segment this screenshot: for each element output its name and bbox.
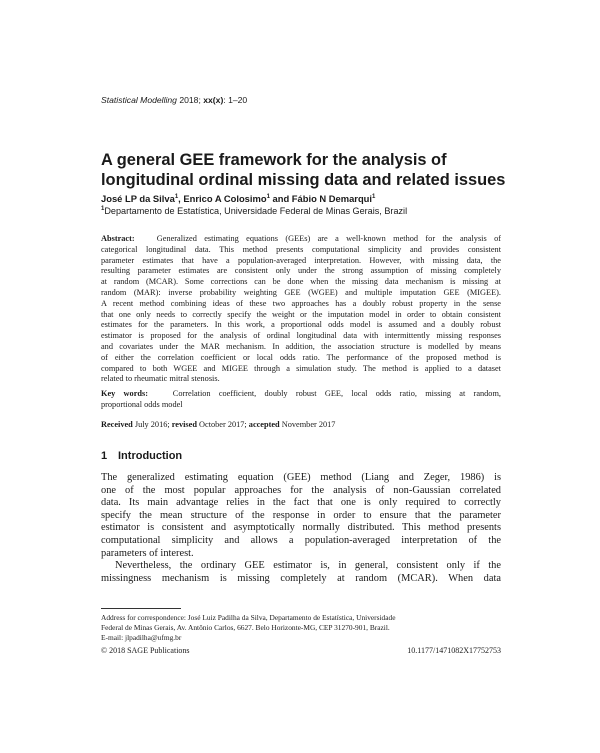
accepted-date: November 2017 bbox=[279, 420, 336, 429]
keywords-line: Key words: Correlation coefficient, doubly robust GEE, local odds ratio, missing at random, bbox=[101, 389, 501, 398]
footnote-line: Federal de Minas Gerais, Av. Antônio Carlos, 6627. Belo Horizonte-MG, CEP 31270-901, Brazil. bbox=[101, 623, 390, 632]
affiliation-marker: 1 bbox=[266, 194, 270, 200]
section-heading bbox=[101, 450, 182, 462]
body-line: Nevertheless, the ordinary GEE estimator is, in general, consistent only if the bbox=[115, 560, 501, 572]
abstract-line: Abstract: Generalized estimating equations (GEEs) are a well-known method for the analysis of bbox=[101, 234, 501, 243]
received-date: July 2016; bbox=[132, 420, 172, 429]
accepted-label: accepted bbox=[248, 420, 280, 429]
journal-name: Statistical Modelling bbox=[101, 95, 177, 105]
affiliation-marker: 1 bbox=[174, 194, 179, 200]
journal-pages: : 1–20 bbox=[223, 95, 248, 105]
body-line: parameters of interest. bbox=[101, 547, 194, 559]
abstract-line: estimator is proposed for the analysis of ordinal longitudinal data with intermittently missing responses bbox=[101, 331, 501, 341]
author-separator: , bbox=[178, 193, 184, 204]
affiliation bbox=[101, 206, 407, 216]
body-line: one of the most popular approaches for the analysis of non-Gaussian correlated bbox=[101, 484, 501, 496]
body-line: data. Its main advantage relies in the fact that one is only required to correctly bbox=[101, 497, 501, 509]
author-separator: and bbox=[269, 193, 292, 204]
paper-title-line-2: longitudinal ordinal missing data and related issues bbox=[101, 171, 506, 189]
affiliation-marker: 1 bbox=[372, 194, 376, 200]
footnote-email: E-mail: jlpadilha@ufmg.br bbox=[101, 633, 182, 642]
correspondence-footnote bbox=[101, 613, 501, 643]
section-title: Introduction bbox=[118, 450, 183, 462]
section-number: 1 bbox=[101, 450, 108, 462]
keywords-label: Key words: bbox=[101, 389, 148, 398]
journal-year: 2018; bbox=[179, 95, 201, 105]
publication-history bbox=[101, 420, 335, 429]
footnote-rule bbox=[101, 608, 181, 609]
abstract-line: of either the correlation coefficient or local odds ratio. The performance of the proposed method is bbox=[101, 352, 501, 362]
abstract-line: estimates for the parameters. In this work, a proportional odds model is assumed and a doubly robust bbox=[101, 320, 501, 330]
keywords bbox=[101, 389, 501, 411]
affiliation-marker: 1 bbox=[101, 206, 105, 212]
affiliation-text: Departamento de Estatística, Universidade Federal de Minas Gerais, Brazil bbox=[104, 206, 408, 216]
revised-label: revised bbox=[171, 420, 197, 429]
abstract-line: that one only needs to correctly specify the weight or the imputation model in order to obtain consistent bbox=[101, 309, 501, 319]
body-line: The generalized estimating equation (GEE) method (Liang and Zeger, 1986) is bbox=[101, 472, 501, 483]
author-1: José LP da Silva bbox=[101, 193, 175, 204]
author-3: Fábio N Demarqui bbox=[291, 193, 373, 204]
abstract-line: compared to both WGEE and MIGEE through a simulation study. The method is applied to a dataset bbox=[101, 363, 501, 373]
abstract-line: A recent method combining ideas of these two approaches has a doubly robust property in the sense bbox=[101, 298, 501, 308]
copyright: © 2018 SAGE Publications bbox=[101, 646, 190, 655]
journal-volume: xx(x) bbox=[203, 95, 224, 105]
journal-header bbox=[101, 95, 247, 105]
paper-title-line-1: A general GEE framework for the analysis of bbox=[101, 151, 447, 169]
body-line: missingness mechanism is missing completely at random (MCAR). When data bbox=[101, 572, 501, 584]
body-text bbox=[101, 472, 501, 585]
keywords-line: proportional odds model bbox=[101, 399, 183, 409]
abstract-line: related to rheumatic mitral stenosis. bbox=[101, 374, 220, 384]
abstract-line: resulting parameter estimates are consistent only under the strong assumption of missing completely bbox=[101, 266, 501, 276]
abstract-label: Abstract: bbox=[101, 234, 135, 243]
body-line: specify the mean structure of the response in order to ensure that the parameter bbox=[101, 509, 501, 521]
revised-date: October 2017; bbox=[196, 420, 249, 429]
abstract-line: categorical longitudinal data. This method presents computational simplicity and provides consistent bbox=[101, 244, 501, 254]
author-2: Enrico A Colosimo bbox=[183, 193, 267, 204]
author-list bbox=[101, 193, 375, 204]
body-line: estimator is consistent and asymptotically normally distributed. This method presents bbox=[101, 522, 501, 534]
paper-title bbox=[101, 150, 521, 190]
abstract-line: at random (MCAR). Some corrections can be done when the missing data mechanism is missing at bbox=[101, 277, 501, 287]
abstract bbox=[101, 234, 501, 385]
doi: 10.1177/1471082X17752753 bbox=[407, 646, 501, 655]
abstract-line: random (MAR): inverse probability weighting GEE (WGEE) and multiple imputation GEE (MIGEE). bbox=[101, 287, 501, 297]
footnote-line: Address for correspondence: José Luiz Padilha da Silva, Departamento de Estatística, Universidade bbox=[101, 613, 396, 622]
abstract-line: and covariates under the MAR mechanism. In addition, the association structure is modelled by means bbox=[101, 341, 501, 351]
body-line: computational simplicity and allows a population-averaged interpretation of the bbox=[101, 534, 501, 546]
abstract-line: parameter estimates that have a population-averaged interpretation. However, with missing data, the bbox=[101, 255, 501, 265]
received-label: Received bbox=[101, 420, 133, 429]
